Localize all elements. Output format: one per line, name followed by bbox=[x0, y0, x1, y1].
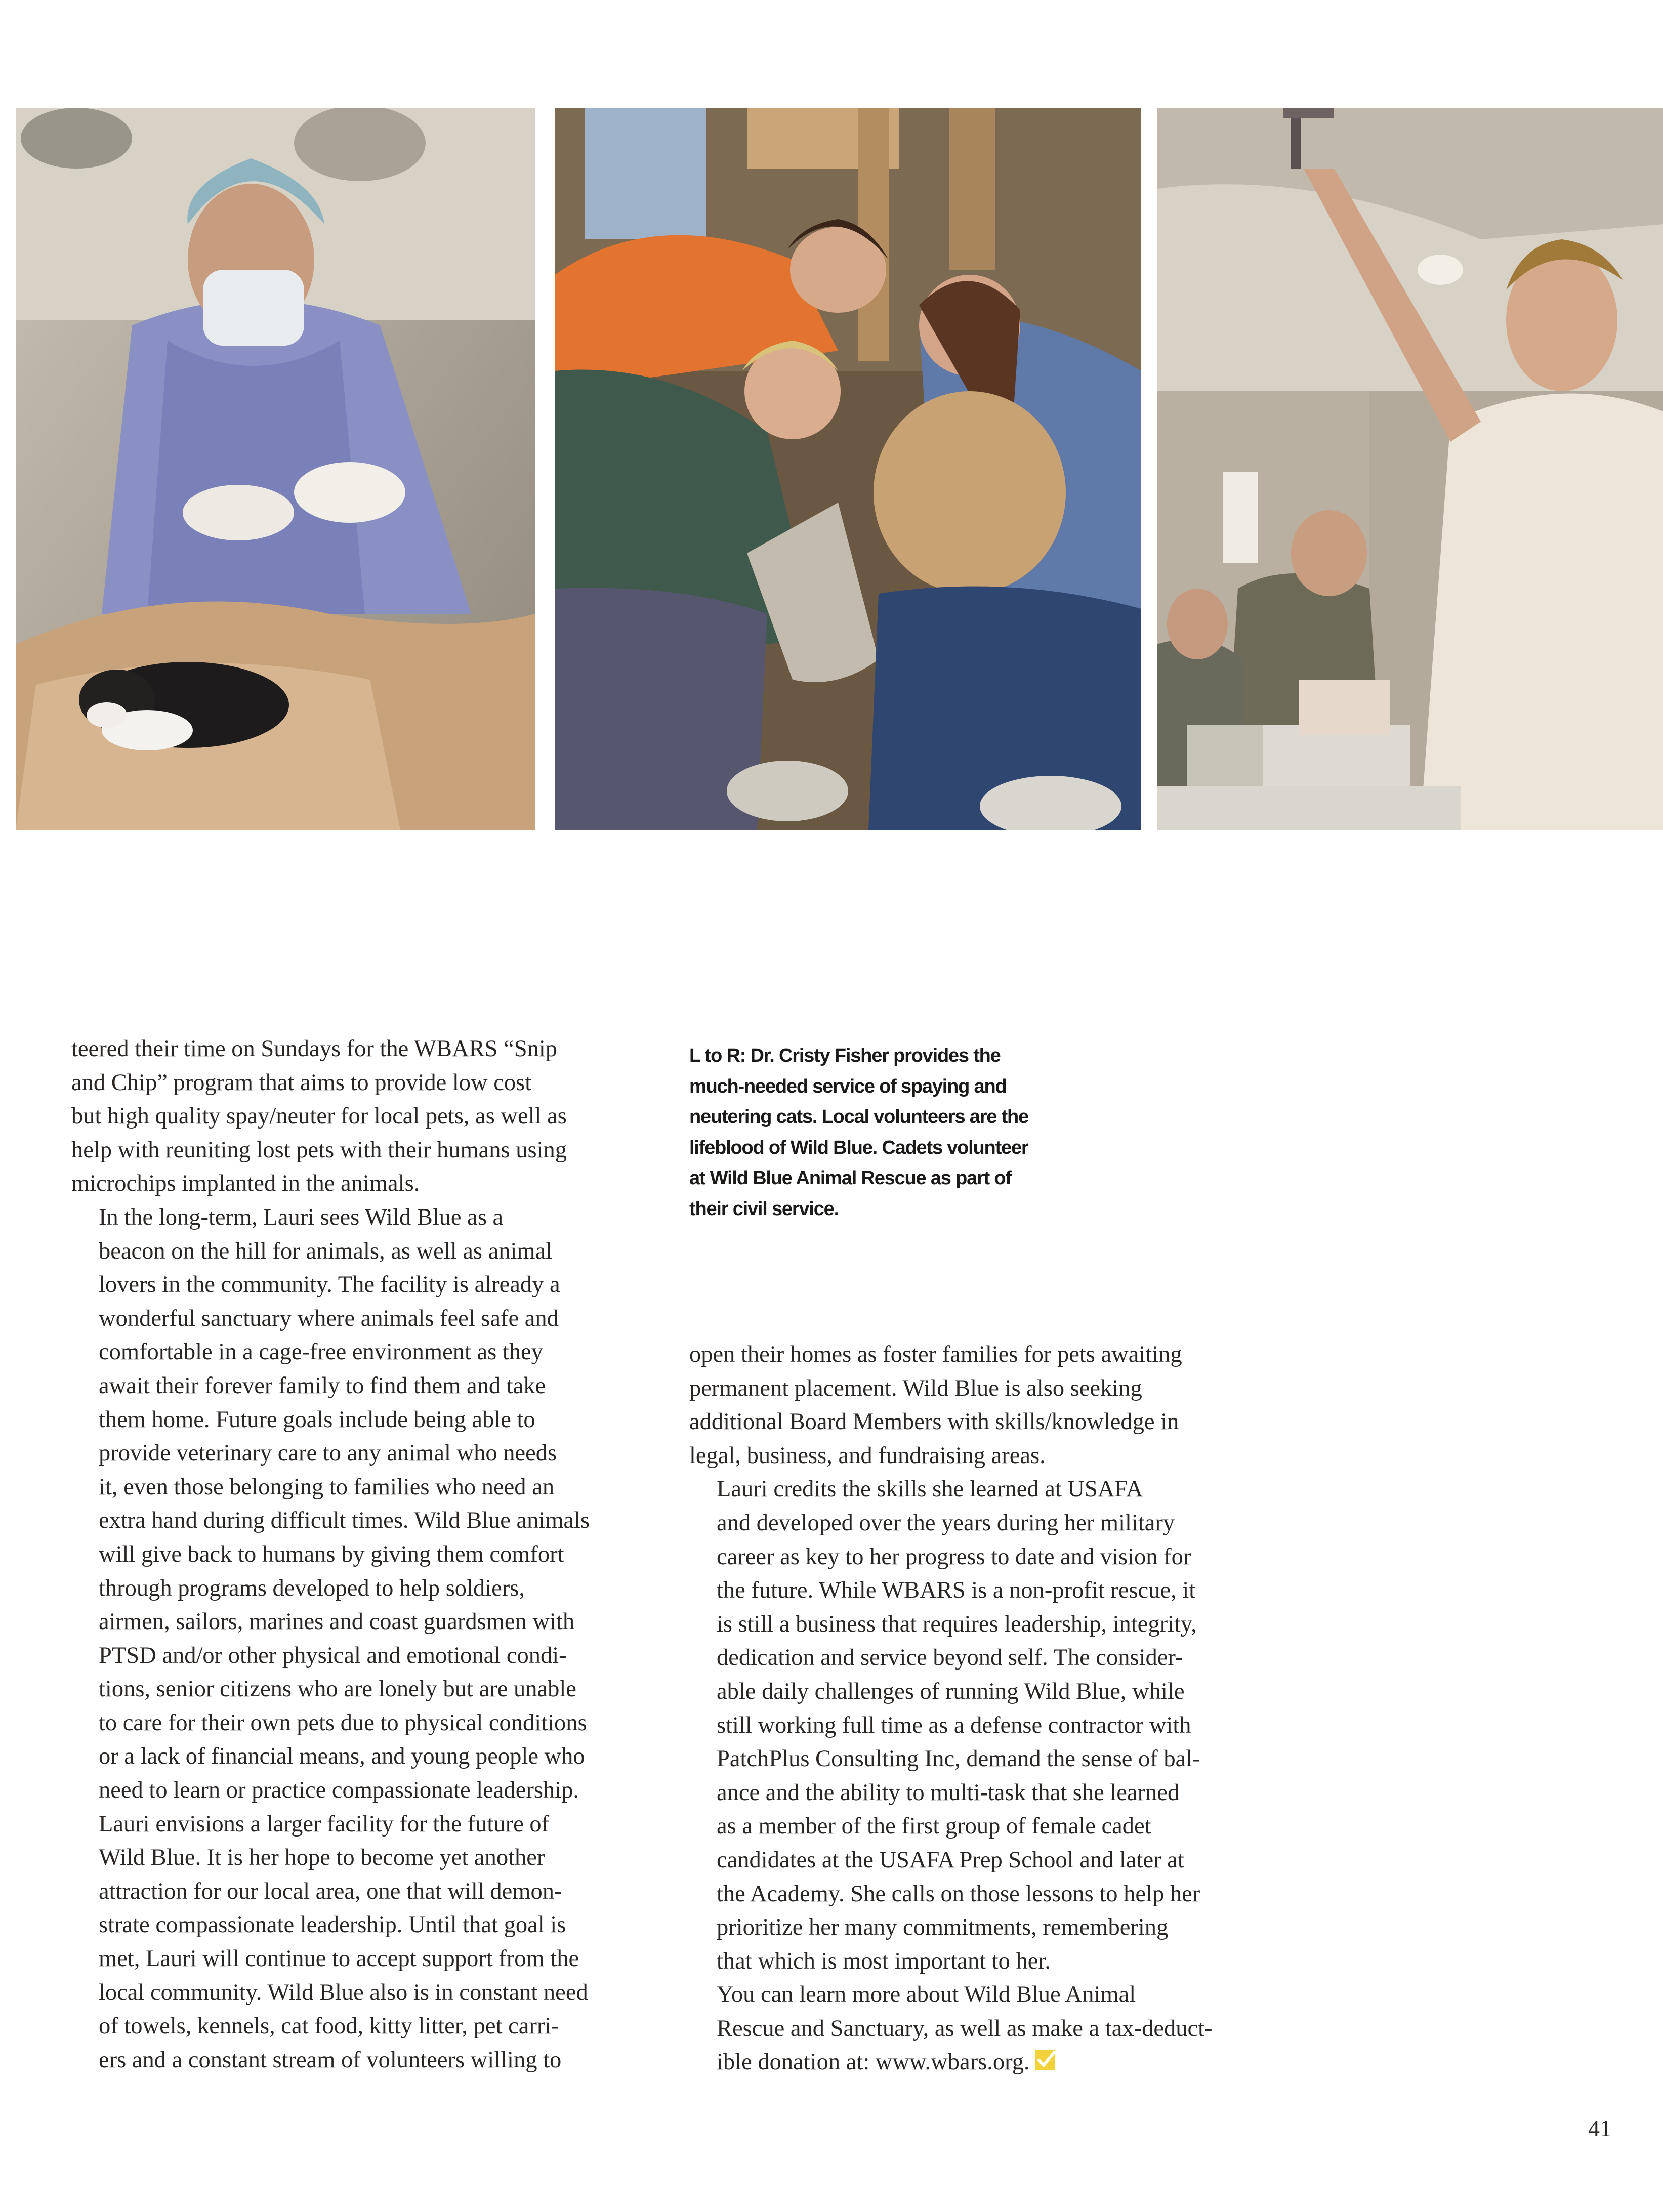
text-line: and Chip” program that aims to provide low cost bbox=[71, 1069, 532, 1096]
text-line: Wild Blue. It is her hope to become yet another bbox=[99, 1845, 545, 1871]
text-line: PTSD and/or other physical and emotional condi- bbox=[99, 1642, 567, 1668]
caption-line: lifeblood of Wild Blue. Cadets volunteer bbox=[689, 1137, 1028, 1158]
text-line: prioritize her many commitments, remembering bbox=[717, 1914, 1169, 1941]
text-line: local community. Wild Blue also is in constant need bbox=[99, 1979, 588, 2006]
text-line: teered their time on Sundays for the WBARS “Snip bbox=[71, 1036, 557, 1062]
text-line: need to learn or practice compassionate leadership. bbox=[99, 1777, 579, 1804]
text-line: still working full time as a defense contractor with bbox=[717, 1712, 1191, 1738]
photo-volunteers-building bbox=[555, 108, 1141, 830]
text-line: is still a business that requires leadership, integrity, bbox=[717, 1611, 1197, 1637]
text-line: through programs developed to help soldiers, bbox=[99, 1575, 525, 1601]
text-line: attraction for our local area, one that will demon- bbox=[99, 1878, 562, 1904]
text-line bbox=[689, 2046, 1271, 2079]
article-column-left bbox=[71, 1032, 653, 2077]
text-line: comfortable in a cage-free environment as they bbox=[99, 1339, 543, 1365]
text-line: met, Lauri will continue to accept support from the bbox=[99, 1946, 579, 1972]
text-line: tions, senior citizens who are lonely but are unable bbox=[99, 1676, 576, 1702]
article-column-right bbox=[689, 1338, 1271, 2079]
article-paragraph bbox=[689, 1338, 1271, 1473]
text-line: or a lack of financial means, and young people who bbox=[99, 1743, 585, 1770]
page-number: 41 bbox=[1588, 2115, 1611, 2141]
text-line: help with reuniting lost pets with their humans using bbox=[71, 1137, 567, 1163]
text-line: microchips implanted in the animals. bbox=[71, 1171, 420, 1197]
text-line: the Academy. She calls on those lessons to help her bbox=[717, 1881, 1200, 1907]
article-paragraph bbox=[71, 1032, 653, 1201]
text-line: candidates at the USAFA Prep School and later at bbox=[717, 1847, 1184, 1873]
text-line: strate compassionate leadership. Until that goal is bbox=[99, 1912, 566, 1938]
photo-caption bbox=[689, 1040, 1094, 1224]
photo-cadets-painting bbox=[1157, 108, 1663, 830]
text-line: await their forever family to find them and take bbox=[99, 1372, 546, 1399]
text-line: Lauri credits the skills she learned at USAFA bbox=[717, 1476, 1143, 1503]
caption-line: their civil service. bbox=[689, 1198, 839, 1220]
text-line: Rescue and Sanctuary, as well as make a tax-deduct- bbox=[717, 2015, 1213, 2041]
text-line: career as key to her progress to date and vision for bbox=[717, 1543, 1191, 1570]
text-line: but high quality spay/neuter for local pets, as well as bbox=[71, 1103, 567, 1130]
website-url-text: ible donation at: www.wbars.org. bbox=[717, 2049, 1030, 2075]
text-line: the future. While WBARS is a non-profit rescue, it bbox=[717, 1577, 1196, 1604]
text-line: airmen, sailors, marines and coast guardsmen with bbox=[99, 1609, 575, 1635]
text-line: of towels, kennels, cat food, kitty litter, pet carri- bbox=[99, 2013, 559, 2039]
article-paragraph bbox=[689, 1978, 1271, 2079]
text-line: Lauri envisions a larger facility for the future of bbox=[99, 1811, 550, 1837]
text-line: open their homes as foster families for pets awaiting bbox=[689, 1342, 1182, 1367]
text-line: beacon on the hill for animals, as well as animal bbox=[99, 1238, 553, 1264]
text-line: provide veterinary care to any animal who needs bbox=[99, 1440, 557, 1467]
text-line: them home. Future goals include being able to bbox=[99, 1406, 535, 1433]
text-line: legal, business, and fundraising areas. bbox=[689, 1442, 1046, 1469]
text-line: able daily challenges of running Wild Blue, while bbox=[717, 1678, 1185, 1704]
article-paragraph bbox=[71, 1808, 653, 2077]
text-line: and developed over the years during her military bbox=[717, 1510, 1175, 1536]
text-line: additional Board Members with skills/knowledge in bbox=[689, 1409, 1179, 1435]
text-line: to care for their own pets due to physical conditions bbox=[99, 1709, 587, 1736]
text-line: it, even those belonging to families who need an bbox=[99, 1474, 555, 1500]
text-line: extra hand during difficult times. Wild Blue animals bbox=[99, 1508, 590, 1534]
text-line: In the long-term, Lauri sees Wild Blue as a bbox=[99, 1204, 504, 1230]
checkmark-box-icon bbox=[1035, 2049, 1057, 2071]
photo-veterinarian-spaying-cat bbox=[16, 108, 535, 830]
text-line: ers and a constant stream of volunteers willing to bbox=[99, 2047, 562, 2073]
caption-line: at Wild Blue Animal Rescue as part of bbox=[689, 1167, 1011, 1189]
text-line: dedication and service beyond self. The consider- bbox=[717, 1645, 1183, 1671]
caption-line: much-needed service of spaying and bbox=[689, 1075, 1007, 1097]
text-line: You can learn more about Wild Blue Animal bbox=[717, 1982, 1136, 2008]
text-line: will give back to humans by giving them comfort bbox=[99, 1541, 564, 1567]
text-line: PatchPlus Consulting Inc, demand the sense of bal- bbox=[717, 1746, 1200, 1772]
article-paragraph bbox=[71, 1201, 653, 1808]
text-line: lovers in the community. The facility is already a bbox=[99, 1272, 560, 1298]
text-line: ance and the ability to multi-task that she learned bbox=[717, 1779, 1180, 1806]
text-line: wonderful sanctuary where animals feel safe and bbox=[99, 1305, 559, 1331]
article-paragraph bbox=[689, 1473, 1271, 1978]
text-line: permanent placement. Wild Blue is also seeking bbox=[689, 1375, 1142, 1401]
caption-line: neutering cats. Local volunteers are the bbox=[689, 1106, 1028, 1128]
text-line: as a member of the first group of female cadet bbox=[717, 1813, 1151, 1840]
text-line: that which is most important to her. bbox=[717, 1948, 1051, 1974]
caption-line: L to R: Dr. Cristy Fisher provides the bbox=[689, 1045, 1001, 1066]
